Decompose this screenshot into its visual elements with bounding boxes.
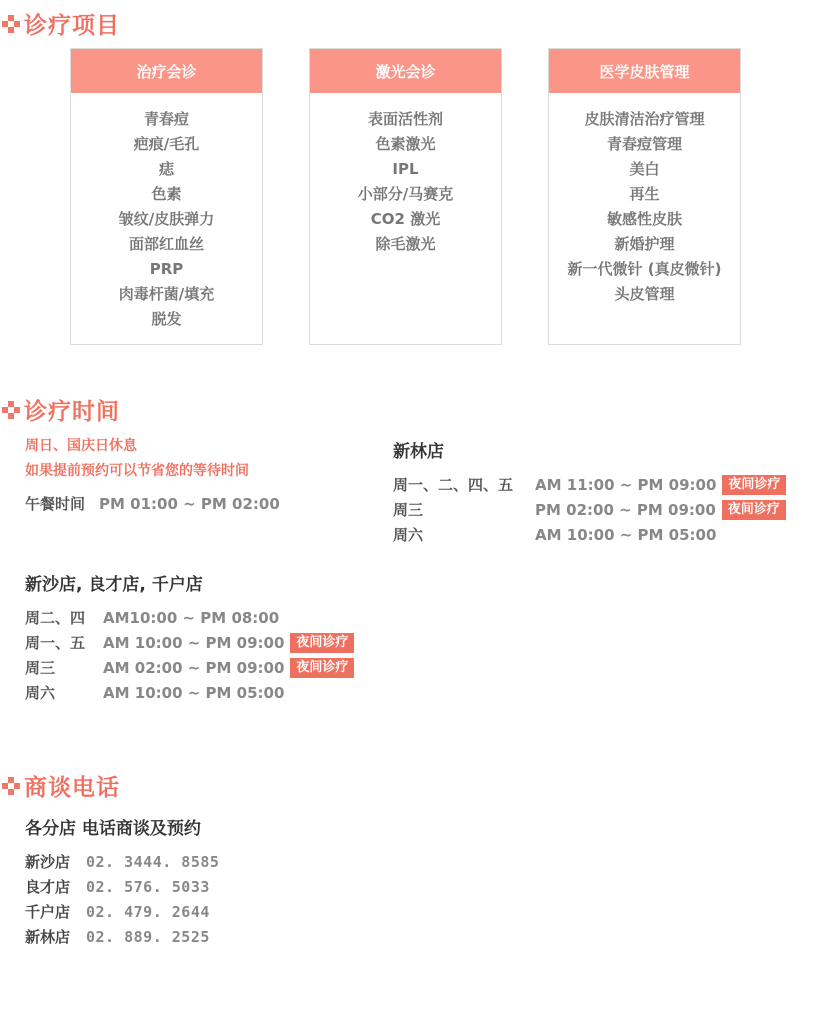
- treatments-title: 诊疗项目: [24, 13, 120, 39]
- treatment-item: CO2 激光: [370, 210, 441, 228]
- treatment-item: PRP: [149, 260, 184, 278]
- branch-name: 新沙店: [25, 853, 71, 871]
- treatment-item: 青春痘管理: [606, 135, 682, 153]
- schedule-row: [25, 655, 354, 680]
- cross-bullet-icon: [2, 15, 20, 33]
- schedule-time: AM 02:00 ~ PM 09:00: [103, 658, 285, 677]
- holiday-notice: [25, 434, 249, 484]
- treatment-item: 头皮管理: [614, 285, 675, 303]
- schedule-row: [393, 522, 786, 547]
- schedule-day: 周三: [25, 659, 56, 677]
- treatment-list: [310, 93, 501, 257]
- treatment-item: 色素激光: [375, 135, 436, 153]
- branch-name: 千户店: [25, 903, 71, 921]
- treatment-item: 皱纹/皮肤弹力: [118, 210, 215, 228]
- phone-number[interactable]: 02. 479. 2644: [86, 902, 210, 921]
- schedule-row: [25, 605, 354, 630]
- schedule-day: 周一、二、四、五: [393, 476, 514, 494]
- schedule-day: 周六: [393, 526, 424, 544]
- schedule-time: AM 10:00 ~ PM 09:00: [103, 633, 285, 652]
- phone-row: [25, 924, 219, 949]
- night-clinic-badge: 夜间诊疗: [722, 475, 786, 495]
- treatments-section-title: [2, 7, 120, 40]
- cross-bullet-icon: [2, 777, 20, 795]
- hours-section-title: [2, 393, 120, 426]
- sinlim-branch-title: 新林店: [393, 442, 444, 462]
- schedule-time: AM 11:00 ~ PM 09:00: [535, 475, 717, 494]
- treatment-item: 疤痕/毛孔: [133, 135, 200, 153]
- contact-title: 商谈电话: [24, 775, 120, 801]
- closed-notice: 周日、国庆日休息: [25, 438, 137, 454]
- lunch-time: [25, 493, 280, 514]
- schedule-day: 周六: [25, 684, 56, 702]
- treatment-list: [71, 93, 262, 332]
- treatment-box-header: 治疗会诊: [71, 49, 262, 93]
- phone-row: [25, 899, 219, 924]
- schedule-row: [393, 472, 786, 497]
- schedule-time: PM 02:00 ~ PM 09:00: [535, 500, 716, 519]
- other-branches-title: 新沙店, 良才店, 千户店: [25, 575, 203, 595]
- lunch-value: PM 01:00 ~ PM 02:00: [99, 495, 280, 513]
- schedule-day: 周二、四: [25, 609, 86, 627]
- treatment-item: 色素: [151, 185, 182, 203]
- phone-number[interactable]: 02. 576. 5033: [86, 877, 210, 896]
- treatment-box-skincare: [548, 48, 741, 345]
- phone-list: [25, 849, 219, 949]
- branch-name: 良才店: [25, 878, 71, 896]
- schedule-day: 周一、五: [25, 634, 86, 652]
- phone-number[interactable]: 02. 3444. 8585: [86, 852, 220, 871]
- treatment-item: 美白: [629, 160, 660, 178]
- night-clinic-badge: 夜间诊疗: [290, 633, 354, 653]
- treatment-box-header: 医学皮肤管理: [549, 49, 740, 93]
- schedule-time: AM10:00 ~ PM 08:00: [103, 608, 280, 627]
- treatment-box-laser: [309, 48, 502, 345]
- cross-bullet-icon: [2, 401, 20, 419]
- night-clinic-badge: 夜间诊疗: [290, 658, 354, 678]
- phone-row: [25, 849, 219, 874]
- phone-row: [25, 874, 219, 899]
- contact-subtitle: 各分店 电话商谈及预约: [25, 819, 201, 839]
- sinlim-schedule: [393, 472, 786, 547]
- schedule-row: [393, 497, 786, 522]
- schedule-time: AM 10:00 ~ PM 05:00: [103, 683, 285, 702]
- treatment-item: 敏感性皮肤: [606, 210, 682, 228]
- schedule-row: [25, 680, 354, 705]
- phone-number[interactable]: 02. 889. 2525: [86, 927, 210, 946]
- treatment-item: 面部红血丝: [128, 235, 204, 253]
- treatment-item: 表面活性剂: [367, 110, 443, 128]
- reservation-notice: 如果提前预约可以节省您的等待时间: [25, 463, 249, 479]
- lunch-label: 午餐时间: [25, 495, 86, 513]
- treatment-item: 小部分/马赛克: [357, 185, 454, 203]
- treatment-item: 痣: [158, 160, 174, 178]
- treatment-item: 肉毒杆菌/填充: [118, 285, 215, 303]
- treatment-list: [549, 93, 740, 307]
- treatment-item: 新一代微针 (真皮微针): [567, 260, 722, 278]
- treatment-box-therapy: [70, 48, 263, 345]
- treatment-item: 除毛激光: [375, 235, 436, 253]
- treatment-item: 脱发: [151, 310, 182, 328]
- treatment-item: 新婚护理: [614, 235, 675, 253]
- treatment-item: IPL: [392, 160, 419, 178]
- schedule-day: 周三: [393, 501, 424, 519]
- contact-section-title: [2, 769, 120, 802]
- schedule-row: [25, 630, 354, 655]
- hours-title: 诊疗时间: [24, 399, 120, 425]
- schedule-time: AM 10:00 ~ PM 05:00: [535, 525, 717, 544]
- branch-name: 新林店: [25, 928, 71, 946]
- treatment-box-header: 激光会诊: [310, 49, 501, 93]
- night-clinic-badge: 夜间诊疗: [722, 500, 786, 520]
- treatment-item: 青春痘: [143, 110, 189, 128]
- treatment-item: 皮肤清洁治疗管理: [584, 110, 705, 128]
- other-branches-schedule: [25, 605, 354, 705]
- treatment-item: 再生: [629, 185, 660, 203]
